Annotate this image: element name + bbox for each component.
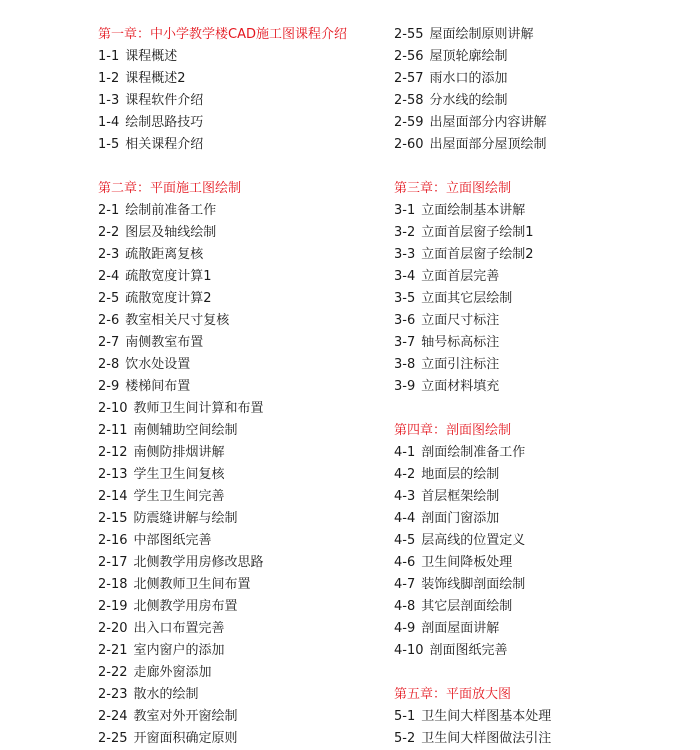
lesson-number: 3-2 — [394, 225, 416, 240]
lesson-title: 轴号标高标注 — [421, 335, 500, 350]
lesson-item — [394, 244, 694, 266]
lesson-number: 5-2 — [394, 731, 416, 746]
lesson-item — [394, 706, 694, 728]
lesson-item — [98, 332, 388, 354]
lesson-number: 2-10 — [98, 401, 128, 416]
lesson-item — [394, 508, 694, 530]
lesson-item — [394, 332, 694, 354]
lesson-title: 屋顶轮廓绘制 — [429, 49, 508, 64]
lesson-title: 立面其它层绘制 — [421, 291, 513, 306]
toc-left-column — [98, 24, 388, 750]
lesson-number: 1-4 — [98, 115, 120, 130]
lesson-number: 4-6 — [394, 555, 416, 570]
lesson-number: 2-55 — [394, 27, 424, 42]
lesson-item — [394, 640, 694, 662]
lesson-item — [394, 90, 694, 112]
lesson-number: 2-11 — [98, 423, 128, 438]
lesson-item — [98, 508, 388, 530]
lesson-title: 南侧防排烟讲解 — [133, 445, 225, 460]
lesson-item — [394, 288, 694, 310]
lesson-title: 立面首层窗子绘制2 — [421, 247, 534, 262]
lesson-title: 课程概述2 — [125, 71, 186, 86]
lesson-title: 教室对外开窗绘制 — [133, 709, 238, 724]
lesson-title: 卫生间大样图基本处理 — [421, 709, 552, 724]
lesson-item — [98, 68, 388, 90]
lesson-title: 立面材料填充 — [421, 379, 500, 394]
section-spacer — [394, 662, 694, 684]
lesson-number: 2-4 — [98, 269, 120, 284]
lesson-title: 相关课程介绍 — [125, 137, 204, 152]
lesson-title: 楼梯间布置 — [125, 379, 191, 394]
lesson-number: 4-5 — [394, 533, 416, 548]
lesson-number: 2-17 — [98, 555, 128, 570]
chapter-heading: 第二章：平面施工图绘制 — [98, 181, 242, 196]
lesson-number: 2-20 — [98, 621, 128, 636]
lesson-title: 北侧教学用房修改思路 — [133, 555, 264, 570]
lesson-number: 2-24 — [98, 709, 128, 724]
lesson-number: 4-9 — [394, 621, 416, 636]
lesson-item — [394, 596, 694, 618]
lesson-item — [98, 376, 388, 398]
lesson-number: 3-7 — [394, 335, 416, 350]
lesson-item — [98, 442, 388, 464]
lesson-number: 4-4 — [394, 511, 416, 526]
lesson-title: 装饰线脚剖面绘制 — [421, 577, 526, 592]
lesson-item — [98, 684, 388, 706]
lesson-item — [98, 354, 388, 376]
lesson-title: 教师卫生间计算和布置 — [133, 401, 264, 416]
chapter-heading: 第四章：剖面图绘制 — [394, 423, 512, 438]
lesson-title: 图层及轴线绘制 — [125, 225, 217, 240]
lesson-title: 课程软件介绍 — [125, 93, 204, 108]
lesson-item — [98, 618, 388, 640]
lesson-number: 2-16 — [98, 533, 128, 548]
lesson-item — [394, 486, 694, 508]
lesson-item — [98, 288, 388, 310]
lesson-item — [98, 706, 388, 728]
lesson-title: 立面首层窗子绘制1 — [421, 225, 534, 240]
lesson-number: 2-13 — [98, 467, 128, 482]
lesson-number: 1-5 — [98, 137, 120, 152]
lesson-title: 教室相关尺寸复核 — [125, 313, 230, 328]
section-spacer — [394, 156, 694, 178]
lesson-number: 1-1 — [98, 49, 120, 64]
lesson-item — [98, 464, 388, 486]
lesson-title: 出入口布置完善 — [133, 621, 225, 636]
lesson-number: 2-57 — [394, 71, 424, 86]
lesson-title: 中部图纸完善 — [133, 533, 212, 548]
lesson-title: 卫生间大样图做法引注 — [421, 731, 552, 746]
lesson-item — [394, 376, 694, 398]
lesson-item — [98, 486, 388, 508]
lesson-item — [394, 68, 694, 90]
lesson-title: 北侧教师卫生间布置 — [133, 577, 251, 592]
lesson-number: 2-5 — [98, 291, 120, 306]
chapter-heading: 第五章：平面放大图 — [394, 687, 512, 702]
lesson-number: 2-12 — [98, 445, 128, 460]
lesson-number: 2-2 — [98, 225, 120, 240]
section-spacer — [394, 398, 694, 420]
lesson-title: 走廊外窗添加 — [133, 665, 212, 680]
chapter-heading: 第一章：中小学教学楼CAD施工图课程介绍 — [98, 27, 347, 42]
lesson-number: 2-21 — [98, 643, 128, 658]
lesson-number: 2-15 — [98, 511, 128, 526]
lesson-title: 分水线的绘制 — [429, 93, 508, 108]
lesson-number: 2-3 — [98, 247, 120, 262]
lesson-number: 2-8 — [98, 357, 120, 372]
lesson-item — [394, 354, 694, 376]
lesson-number: 2-7 — [98, 335, 120, 350]
lesson-number: 2-22 — [98, 665, 128, 680]
lesson-item — [98, 266, 388, 288]
lesson-number: 3-8 — [394, 357, 416, 372]
lesson-item — [394, 112, 694, 134]
lesson-title: 剖面图纸完善 — [429, 643, 508, 658]
lesson-item — [394, 442, 694, 464]
lesson-title: 疏散宽度计算1 — [125, 269, 212, 284]
lesson-number: 2-59 — [394, 115, 424, 130]
chapter-heading: 第三章：立面图绘制 — [394, 181, 512, 196]
lesson-title: 其它层剖面绘制 — [421, 599, 513, 614]
lesson-title: 绘制前准备工作 — [125, 203, 217, 218]
lesson-title: 剖面门窗添加 — [421, 511, 500, 526]
lesson-number: 2-58 — [394, 93, 424, 108]
lesson-title: 层高线的位置定义 — [421, 533, 526, 548]
lesson-item — [394, 24, 694, 46]
lesson-title: 剖面屋面讲解 — [421, 621, 500, 636]
lesson-number: 2-14 — [98, 489, 128, 504]
lesson-title: 学生卫生间完善 — [133, 489, 225, 504]
lesson-title: 地面层的绘制 — [421, 467, 500, 482]
lesson-item — [98, 310, 388, 332]
lesson-number: 1-3 — [98, 93, 120, 108]
lesson-item — [394, 46, 694, 68]
lesson-title: 开窗面积确定原则 — [133, 731, 238, 746]
lesson-item — [394, 222, 694, 244]
lesson-number: 2-6 — [98, 313, 120, 328]
lesson-number: 2-1 — [98, 203, 120, 218]
lesson-title: 立面首层完善 — [421, 269, 500, 284]
lesson-item — [394, 618, 694, 640]
lesson-number: 3-1 — [394, 203, 416, 218]
lesson-number: 4-10 — [394, 643, 424, 658]
lesson-item — [394, 464, 694, 486]
lesson-number: 5-1 — [394, 709, 416, 724]
lesson-title: 南侧辅助空间绘制 — [133, 423, 238, 438]
lesson-title: 南侧教室布置 — [125, 335, 204, 350]
lesson-title: 出屋面部分屋顶绘制 — [429, 137, 547, 152]
toc-right-column — [394, 24, 694, 750]
lesson-title: 出屋面部分内容讲解 — [429, 115, 547, 130]
lesson-item — [98, 244, 388, 266]
lesson-item — [98, 596, 388, 618]
lesson-title: 疏散距离复核 — [125, 247, 204, 262]
lesson-title: 立面引注标注 — [421, 357, 500, 372]
lesson-number: 2-60 — [394, 137, 424, 152]
lesson-number: 4-3 — [394, 489, 416, 504]
lesson-title: 室内窗户的添加 — [133, 643, 225, 658]
lesson-title: 北侧教学用房布置 — [133, 599, 238, 614]
lesson-number: 2-23 — [98, 687, 128, 702]
lesson-title: 饮水处设置 — [125, 357, 191, 372]
lesson-number: 4-7 — [394, 577, 416, 592]
lesson-title: 散水的绘制 — [133, 687, 199, 702]
lesson-item — [98, 200, 388, 222]
lesson-number: 3-4 — [394, 269, 416, 284]
lesson-title: 绘制思路技巧 — [125, 115, 204, 130]
lesson-item — [394, 310, 694, 332]
lesson-item — [98, 420, 388, 442]
lesson-number: 1-2 — [98, 71, 120, 86]
section-spacer — [98, 156, 388, 178]
lesson-item — [98, 134, 388, 156]
lesson-title: 疏散宽度计算2 — [125, 291, 212, 306]
lesson-number: 4-8 — [394, 599, 416, 614]
lesson-number: 3-6 — [394, 313, 416, 328]
lesson-title: 课程概述 — [125, 49, 178, 64]
lesson-item — [98, 552, 388, 574]
lesson-title: 屋面绘制原则讲解 — [429, 27, 534, 42]
lesson-number: 2-19 — [98, 599, 128, 614]
lesson-item — [394, 728, 694, 750]
lesson-item — [394, 200, 694, 222]
lesson-item — [394, 266, 694, 288]
lesson-number: 2-56 — [394, 49, 424, 64]
lesson-number: 4-1 — [394, 445, 416, 460]
lesson-title: 立面尺寸标注 — [421, 313, 500, 328]
lesson-item — [394, 552, 694, 574]
lesson-item — [98, 640, 388, 662]
lesson-number: 3-5 — [394, 291, 416, 306]
lesson-item — [98, 662, 388, 684]
lesson-item — [98, 222, 388, 244]
lesson-item — [394, 574, 694, 596]
lesson-item — [98, 728, 388, 750]
lesson-title: 防震缝讲解与绘制 — [133, 511, 238, 526]
lesson-item — [394, 530, 694, 552]
lesson-number: 2-18 — [98, 577, 128, 592]
lesson-item — [98, 530, 388, 552]
lesson-number: 2-25 — [98, 731, 128, 746]
lesson-number: 2-9 — [98, 379, 120, 394]
lesson-item — [394, 134, 694, 156]
lesson-title: 首层框架绘制 — [421, 489, 500, 504]
lesson-title: 卫生间降板处理 — [421, 555, 513, 570]
lesson-number: 4-2 — [394, 467, 416, 482]
lesson-item — [98, 46, 388, 68]
lesson-title: 立面绘制基本讲解 — [421, 203, 526, 218]
lesson-number: 3-3 — [394, 247, 416, 262]
lesson-title: 学生卫生间复核 — [133, 467, 225, 482]
lesson-item — [98, 574, 388, 596]
lesson-title: 剖面绘制准备工作 — [421, 445, 526, 460]
lesson-number: 3-9 — [394, 379, 416, 394]
lesson-title: 雨水口的添加 — [429, 71, 508, 86]
lesson-item — [98, 398, 388, 420]
lesson-item — [98, 90, 388, 112]
lesson-item — [98, 112, 388, 134]
